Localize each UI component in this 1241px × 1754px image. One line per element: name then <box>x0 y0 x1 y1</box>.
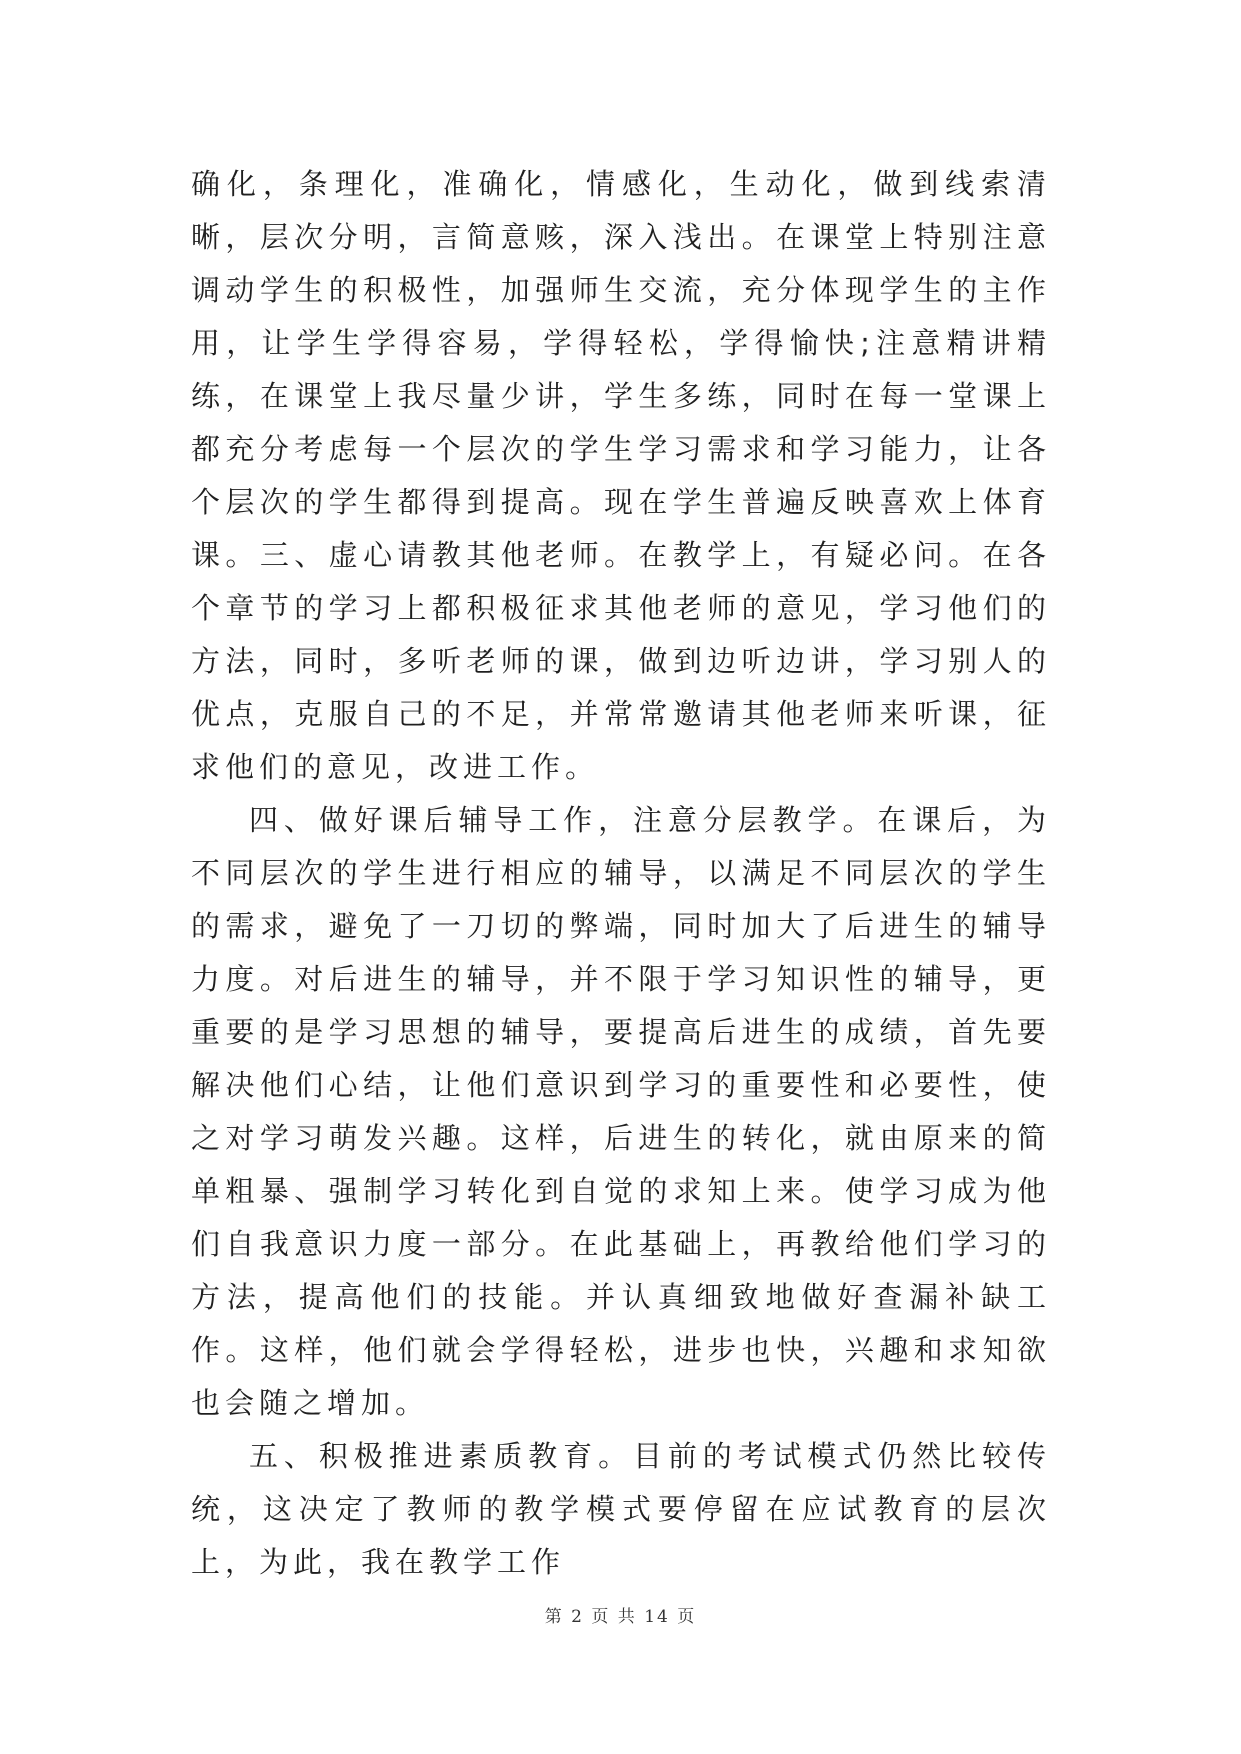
paragraph-continued: 确化，条理化，准确化，情感化，生动化，做到线索清晰，层次分明，言简意赅，深入浅出。在课堂上特别注意调动学生的积极性，加强师生交流，充分体现学生的主作用，让学生学得容易，学得轻松，学得愉快;注意精讲精练，在课堂上我尽量少讲，学生多练，同时在每一堂课上都充分考虑每一个层次的学生学习需求和学习能力，让各个层次的学生都得到提高。现在学生普遍反映喜欢上体育课。三、虚心请教其他老师。在教学上，有疑必问。在各个章节的学习上都积极征求其他老师的意见，学习他们的方法，同时，多听老师的课，做到边听边讲，学习别人的优点，克服自己的不足，并常常邀请其他老师来听课，征求他们的意见，改进工作。 <box>191 167 1051 784</box>
paragraph-section-five: 五、积极推进素质教育。目前的考试模式仍然比较传统，这决定了教师的教学模式要停留在应试教育的层次上，为此，我在教学工作 <box>191 1439 1051 1579</box>
document-body <box>191 158 1051 1589</box>
page-number-footer: 第 2 页 共 14 页 <box>544 1607 697 1627</box>
paragraph-section-four: 四、做好课后辅导工作，注意分层教学。在课后，为不同层次的学生进行相应的辅导，以满足不同层次的学生的需求，避免了一刀切的弊端，同时加大了后进生的辅导力度。对后进生的辅导，并不限于学习知识性的辅导，更重要的是学习思想的辅导，要提高后进生的成绩，首先要解决他们心结，让他们意识到学习的重要性和必要性，使之对学习萌发兴趣。这样，后进生的转化，就由原来的简单粗暴、强制学习转化到自觉的求知上来。使学习成为他们自我意识力度一部分。在此基础上，再教给他们学习的方法，提高他们的技能。并认真细致地做好查漏补缺工作。这样，他们就会学得轻松，进步也快，兴趣和求知欲也会随之增加。 <box>191 803 1051 1420</box>
